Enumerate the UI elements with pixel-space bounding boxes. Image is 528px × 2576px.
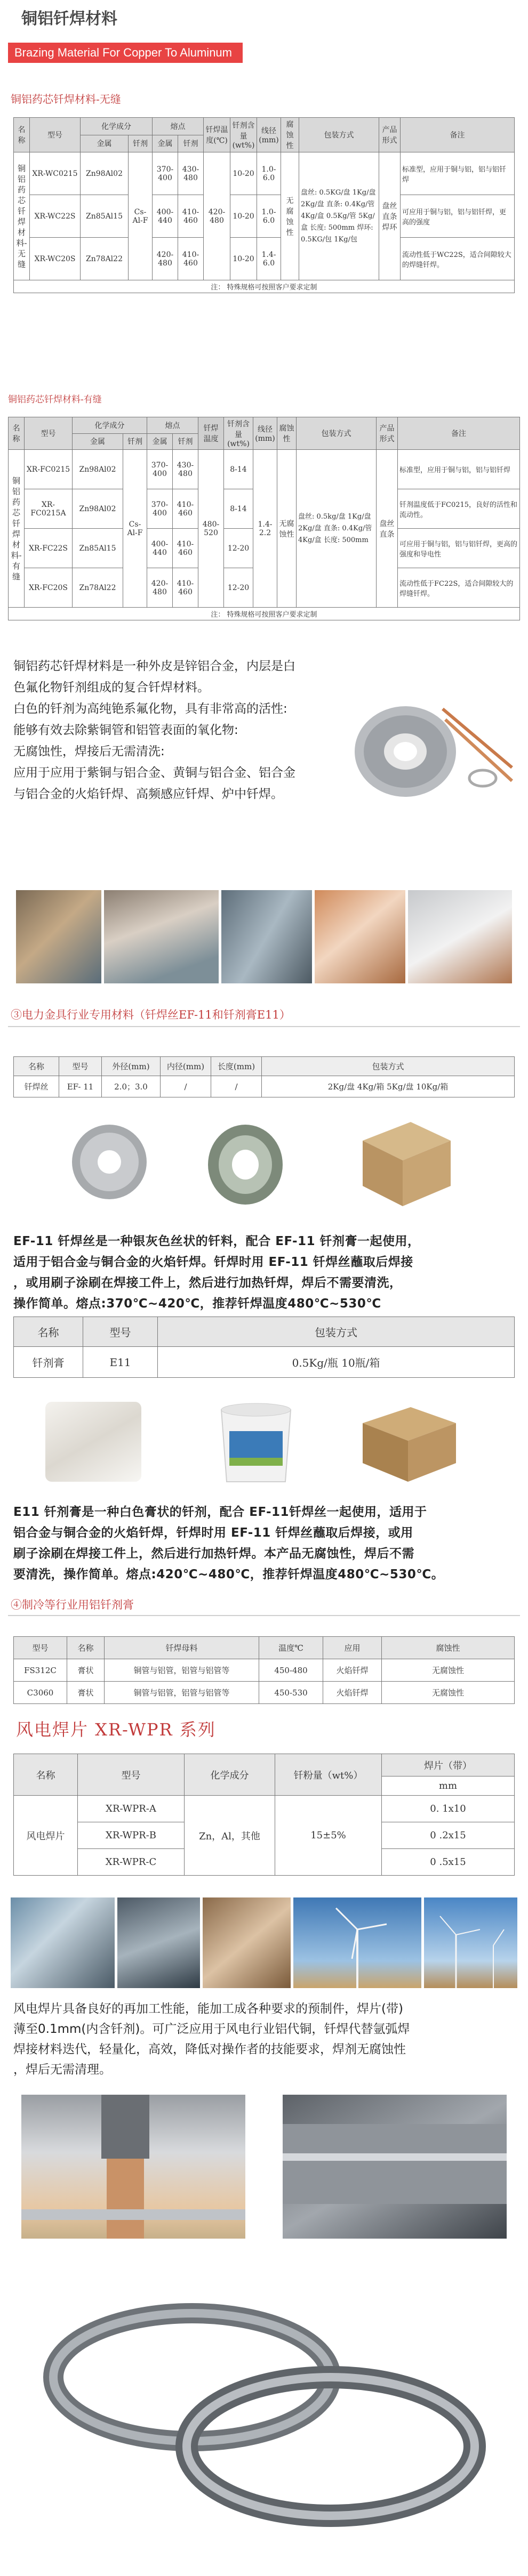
cell-outer: 2.0；3.0 <box>102 1076 161 1097</box>
cell-note: 标准型，应用于铜与铝，铝与铝钎焊 <box>398 450 520 489</box>
wind-desc-line: 风电焊片具备良好的再加工性能，能加工成各种要求的预制件，焊片(带) <box>13 2002 403 2016</box>
th-corrosion: 腐蚀性 <box>277 417 297 450</box>
th-melt: 熔点 <box>153 118 204 135</box>
wire-desc-line: 操作简单。熔点:370℃~420℃，推荐钎焊温度480℃~530℃ <box>13 1297 381 1311</box>
cell-note: 可应用于铜与铝，铝与铝钎焊，更高的强度和导电性 <box>398 529 520 568</box>
seamless-table <box>13 117 515 293</box>
table-row <box>14 1796 515 1822</box>
cell-name: 膏状 <box>67 1682 105 1704</box>
cell-corrosion: 无腐蚀性 <box>277 450 297 608</box>
th-brazing-temp: 钎焊温度 <box>198 417 224 450</box>
cell-name: 膏状 <box>67 1659 105 1682</box>
cell-chem: Zn，Al，其他 <box>185 1796 275 1876</box>
th-note: 备注 <box>401 118 515 152</box>
strip-welding-photo <box>21 2095 245 2239</box>
intro-line: 白色的钎剂为高纯铯系氟化物，具有非常高的活性: <box>13 702 287 716</box>
cell-packaging: 0.5Kg/瓶 10瓶/箱 <box>158 1347 515 1378</box>
wind-desc-line: ，焊后无需清理。 <box>13 2063 111 2077</box>
table-row <box>14 1659 515 1682</box>
table-row <box>14 152 515 195</box>
th-model: 型号 <box>78 1754 185 1796</box>
th-sub-melt-metal: 金属 <box>153 135 178 152</box>
application-photos <box>0 885 528 991</box>
intro-line: 与铝合金的火焰钎焊、高频感应钎焊、炉中钎焊。 <box>13 787 283 801</box>
cell-temp: 450-530 <box>259 1682 323 1704</box>
cell-model: XR-WC20S <box>30 238 81 280</box>
page-header <box>0 4 528 58</box>
wind-photo <box>117 1897 200 1988</box>
cell-melt-flux: 410-460 <box>173 529 198 568</box>
cell-flux-content: 8-14 <box>224 489 253 529</box>
th-flux-content: 钎剂含量(wt%) <box>224 417 253 450</box>
application-photo <box>408 890 512 983</box>
intro-paragraph <box>13 656 397 805</box>
paste-box-photo <box>355 1399 461 1484</box>
th-app: 应用 <box>323 1637 382 1659</box>
cell-flux-content: 8-14 <box>224 450 253 489</box>
cell-corrosion: 无腐蚀性 <box>382 1659 515 1682</box>
table-row <box>14 238 515 280</box>
intro-line: 铜铝药芯钎焊材料是一种外皮是锌铝合金，内层是白 <box>13 659 295 673</box>
cell-melt-flux: 410-460 <box>173 489 198 529</box>
cell-metal: Zn85Al15 <box>81 195 129 238</box>
application-photo <box>104 890 219 983</box>
th-unit: mm <box>382 1776 515 1796</box>
cell-melt-metal: 370-400 <box>147 450 173 489</box>
cell-size: 0. 1x10 <box>382 1796 515 1822</box>
cell-brazing-temp: 420-480 <box>204 152 230 280</box>
cell-metal: Zn98Al02 <box>81 152 129 195</box>
th-wire: 线径(mm) <box>253 417 277 450</box>
cell-temp: 450-480 <box>259 1659 323 1682</box>
divider <box>8 1615 520 1616</box>
cell-melt-metal: 370-400 <box>147 489 173 529</box>
cell-melt-metal: 420-480 <box>153 238 178 280</box>
wire-box-photo <box>352 1111 459 1210</box>
th-packaging: 包装方式 <box>297 417 377 450</box>
seamed-table <box>8 417 520 620</box>
cell-wire: 1.4-2.2 <box>253 450 277 608</box>
intro-line: 应用于应用于紫铜与铝合金、黄铜与铝合金、铝合金 <box>13 766 295 780</box>
seamless-table-wrap <box>13 117 515 293</box>
cell-packaging: 2Kg/盘 4Kg/箱 5Kg/盘 10Kg/箱 <box>262 1076 515 1097</box>
cell-melt-metal: 420-480 <box>147 568 173 608</box>
application-photo <box>221 890 312 983</box>
wind-photo <box>203 1897 291 1988</box>
cell-model: XR-FC0215A <box>25 489 73 529</box>
th-sub-flux: 钎剂 <box>129 135 153 152</box>
section-seamless-title: 铜铝药芯钎焊材料-无缝 <box>11 93 121 106</box>
cell-melt-flux: 430-480 <box>178 152 204 195</box>
th-model: 型号 <box>30 118 81 152</box>
wind-turbine-photo <box>424 1897 517 1988</box>
paste-desc-line: 要清洗，操作简单。熔点:420℃~480℃，推荐钎焊温度480℃~530℃。 <box>13 1568 444 1581</box>
th-name: 名称 <box>67 1637 105 1659</box>
th-model: 型号 <box>83 1317 158 1347</box>
cell-metal: Zn98Al02 <box>73 450 123 489</box>
th-sub-melt-flux: 钎剂 <box>178 135 204 152</box>
paste-bucket-photo <box>208 1394 304 1487</box>
cell-metal: Zn85Al15 <box>73 529 123 568</box>
cell-model: XR-WPR-B <box>78 1822 185 1849</box>
th-name: 名称 <box>14 1317 83 1347</box>
th-name: 名称 <box>14 1057 59 1076</box>
th-note: 备注 <box>398 417 520 450</box>
wind-table <box>13 1754 515 1876</box>
cell-model: XR-WC0215 <box>30 152 81 195</box>
page-title: 铜铝钎焊材料 <box>21 10 117 28</box>
cell-size: 0 .5x15 <box>382 1849 515 1876</box>
th-outer: 外径(mm) <box>102 1057 161 1076</box>
table-footnote: 注： 特殊规格可按照客户要求定制 <box>14 280 515 293</box>
th-corrosion: 腐蚀性 <box>382 1637 515 1659</box>
cell-name: 风电焊片 <box>14 1796 78 1876</box>
wire-table <box>13 1056 515 1097</box>
section-refrigeration-title: ④制冷等行业用铝钎剂膏 <box>11 1598 134 1611</box>
cell-melt-metal: 400-440 <box>153 195 178 238</box>
cell-note: 流动性低于FC22S，适合间隙较大的焊缝钎焊。 <box>398 568 520 608</box>
strip-closeup-photo <box>283 2095 507 2239</box>
cell-form: 盘丝直条焊环 <box>379 152 401 280</box>
strip-coil-photo-wrap <box>0 2265 528 2564</box>
th-sub-metal: 金属 <box>81 135 129 152</box>
th-inner: 内径(mm) <box>161 1057 211 1076</box>
cell-flux-content: 12-20 <box>224 529 253 568</box>
cell-flux-content: 10-20 <box>230 152 257 195</box>
wire-coil-photo <box>200 1114 291 1210</box>
wind-photo <box>11 1897 115 1988</box>
cell-app: 火焰钎焊 <box>323 1682 382 1704</box>
cell-inner: / <box>161 1076 211 1097</box>
cell-brazing-temp: 480-520 <box>198 450 224 608</box>
cell-wire: 1.0-6.0 <box>257 152 281 195</box>
th-powder: 钎粉量（wt%） <box>275 1754 382 1796</box>
th-brazing-temp: 钎焊温度(℃) <box>204 118 230 152</box>
cell-base: 铜管与铝管，铝管与铝管等 <box>105 1682 259 1704</box>
cell-flux-content: 10-20 <box>230 238 257 280</box>
th-packaging: 包装方式 <box>262 1057 515 1076</box>
application-photo <box>315 890 405 983</box>
paste-desc-line: 刷子涂刷在焊接工件上，然后进行加热钎焊。本产品无腐蚀性，焊后不需 <box>13 1547 414 1561</box>
cell-melt-metal: 370-400 <box>153 152 178 195</box>
th-name: 名称 <box>14 118 30 152</box>
wind-turbine-photo <box>293 1897 421 1988</box>
wire-description <box>13 1231 517 1314</box>
cell-model: XR-WPR-C <box>78 1849 185 1876</box>
cell-metal: Zn78Al22 <box>73 568 123 608</box>
th-sub-flux: 钎剂 <box>123 433 147 450</box>
paste-desc-line: 铝合金与铜合金的火焰钎焊，钎焊时用 EF-11 钎焊丝蘸取后焊接，或用 <box>13 1526 413 1540</box>
section-power-fittings <box>0 1002 528 1045</box>
section-seamed-title: 铜铝药芯钎焊材料-有缝 <box>8 394 102 405</box>
cell-metal: Zn98Al02 <box>73 489 123 529</box>
th-model: 型号 <box>59 1057 102 1076</box>
intro-line: 色氟化物钎剂组成的复合钎焊材料。 <box>13 681 210 695</box>
table-row <box>14 1076 515 1097</box>
th-flux-content: 钎剂含量(wt%) <box>230 118 257 152</box>
application-photo <box>16 890 101 983</box>
table-footnote: 注： 特殊规格可按照客户要求定制 <box>9 608 520 620</box>
cell-model: E11 <box>83 1347 158 1378</box>
cell-packaging: 盘丝: 0.5KG/盘 1Kg/盘 2Kg/盘 直条: 0.4Kg/管 4Kg/盒 0.5Kg/管 5Kg/盒 长度: 500mm 焊环: 0.5KG/包 1Kg/包 <box>299 152 379 280</box>
th-chem: 化学成分 <box>73 417 147 434</box>
wind-description <box>13 1999 517 2080</box>
section-refrigeration <box>0 1594 528 1631</box>
th-corrosion: 腐蚀性 <box>281 118 299 152</box>
paste-desc-line: E11 钎剂膏是一种白色膏状的钎剂，配合 EF-11钎焊丝一起使用，适用于 <box>13 1505 427 1519</box>
th-sub-melt-flux: 钎剂 <box>173 433 198 450</box>
seamed-table-wrap <box>8 417 520 620</box>
th-wire: 线径(mm) <box>257 118 281 152</box>
th-packaging: 包装方式 <box>299 118 379 152</box>
cell-app: 火焰钎焊 <box>323 1659 382 1682</box>
cell-form: 盘丝直条 <box>377 450 398 608</box>
cell-model: XR-WC22S <box>30 195 81 238</box>
cell-melt-flux: 410-460 <box>178 195 204 238</box>
cell-corrosion: 无腐蚀性 <box>382 1682 515 1704</box>
th-model: 型号 <box>14 1637 67 1659</box>
th-chem: 化学成分 <box>81 118 153 135</box>
page-subtitle-en: Brazing Material For Copper To Aluminum <box>8 43 243 63</box>
cell-model: C3060 <box>14 1682 67 1704</box>
strip-photos <box>0 2089 528 2249</box>
cell-model: XR-WPR-A <box>78 1796 185 1822</box>
section-wind-title: 风电焊片 XR-WPR 系列 <box>16 1719 216 1740</box>
cell-wire: 1.0-6.0 <box>257 195 281 238</box>
cell-size: 0 .2x15 <box>382 1822 515 1849</box>
cell-model: XR-FC22S <box>25 529 73 568</box>
table-row <box>14 1347 515 1378</box>
cell-model: FS312C <box>14 1659 67 1682</box>
cell-flux: Cs-Al-F <box>123 450 147 608</box>
intro-line: 能够有效去除紫铜管和铝管表面的氧化物: <box>13 723 238 737</box>
table-row <box>9 450 520 489</box>
cell-model: EF- 11 <box>59 1076 102 1097</box>
cell-flux: Cs-Al-F <box>129 152 153 280</box>
th-strip: 焊片（带） <box>382 1754 515 1776</box>
intro-line: 无腐蚀性，焊接后无需清洗: <box>13 745 165 758</box>
cell-packaging: 盘丝: 0.5kg/盘 1Kg/盘 2Kg/盘 直条: 0.4Kg/管 4Kg/盒 长度: 500mm <box>297 450 377 608</box>
wire-desc-line: ，或用刷子涂刷在焊接工件上，然后进行加热钎焊，焊后不需要清洗， <box>13 1276 402 1290</box>
cell-model: XR-FC0215 <box>25 450 73 489</box>
wire-desc-line: EF-11 钎焊丝是一种银灰色丝状的钎料，配合 EF-11 钎剂膏一起使用， <box>13 1234 420 1248</box>
cell-length: / <box>211 1076 262 1097</box>
cell-melt-flux: 410-460 <box>178 238 204 280</box>
paste-bag-photo <box>45 1402 141 1482</box>
th-base: 钎焊母料 <box>105 1637 259 1659</box>
table-row <box>14 1682 515 1704</box>
th-name: 名称 <box>9 417 25 450</box>
paste-table <box>13 1317 515 1378</box>
cell-powder: 15±5% <box>275 1796 382 1876</box>
cell-wire: 1.4-6.0 <box>257 238 281 280</box>
cell-model: XR-FC20S <box>25 568 73 608</box>
wire-desc-line: 适用于铝合金与铜合金的火焰钎焊。钎焊时用 EF-11 钎焊丝蘸取后焊接 <box>13 1255 413 1269</box>
cell-name: 钎焊丝 <box>14 1076 59 1097</box>
th-form: 产品形式 <box>377 417 398 450</box>
wind-desc-line: 薄至0.1mm(内含钎剂)。可广泛应用于风电行业铝代铜，钎焊代替氩弧焊 <box>13 2022 410 2036</box>
th-chem: 化学成分 <box>185 1754 275 1796</box>
paste-description <box>13 1502 517 1585</box>
section-intro <box>0 656 528 858</box>
cell-metal: Zn78Al22 <box>81 238 129 280</box>
th-melt: 熔点 <box>147 417 198 434</box>
th-packaging: 包装方式 <box>158 1317 515 1347</box>
cell-name: 钎剂膏 <box>14 1347 83 1378</box>
wire-product-photos <box>0 1109 528 1221</box>
cell-melt-flux: 410-460 <box>173 568 198 608</box>
strip-coil-photo <box>32 2271 496 2558</box>
cell-name: 铜铝药芯钎焊材料-有缝 <box>9 450 25 608</box>
th-form: 产品形式 <box>379 118 401 152</box>
wind-photos <box>0 1897 528 1991</box>
th-sub-metal: 金属 <box>73 433 123 450</box>
wire-spool-photo <box>64 1117 155 1207</box>
cell-note: 可应用于铜与铝，铝与铝钎焊，更高的强度 <box>401 195 515 238</box>
cell-note: 标准型，应用于铜与铝，铝与铝钎焊 <box>401 152 515 195</box>
cell-corrosion: 无腐蚀性 <box>281 152 299 280</box>
th-length: 长度(mm) <box>211 1057 262 1076</box>
product-spool-photo <box>341 688 517 810</box>
refrigeration-table <box>13 1636 515 1704</box>
section-power-title: ③电力金具行业专用材料（钎焊丝EF-11和钎剂膏E11） <box>11 1008 291 1021</box>
table-row <box>14 195 515 238</box>
paste-product-photos <box>0 1391 528 1492</box>
th-model: 型号 <box>25 417 73 450</box>
th-sub-melt-metal: 金属 <box>147 433 173 450</box>
divider <box>8 1026 520 1027</box>
cell-melt-flux: 430-480 <box>173 450 198 489</box>
th-name: 名称 <box>14 1754 78 1796</box>
cell-name: 铜铝药芯钎焊材料-无缝 <box>14 152 30 280</box>
cell-flux-content: 10-20 <box>230 195 257 238</box>
th-temp: 温度℃ <box>259 1637 323 1659</box>
cell-melt-metal: 400-440 <box>147 529 173 568</box>
cell-base: 铜管与铝管，铝管与铝管等 <box>105 1659 259 1682</box>
cell-note: 钎剂温度低于FC0215，良好的活性和流动性。 <box>398 489 520 529</box>
wind-desc-line: 焊接材料迭代，轻量化，高效，降低对操作者的技能要求，焊剂无腐蚀性 <box>13 2042 406 2056</box>
section-wind-power <box>0 1716 528 1748</box>
cell-note: 流动性低于WC22S，适合间隙较大的焊缝钎焊。 <box>401 238 515 280</box>
cell-flux-content: 12-20 <box>224 568 253 608</box>
